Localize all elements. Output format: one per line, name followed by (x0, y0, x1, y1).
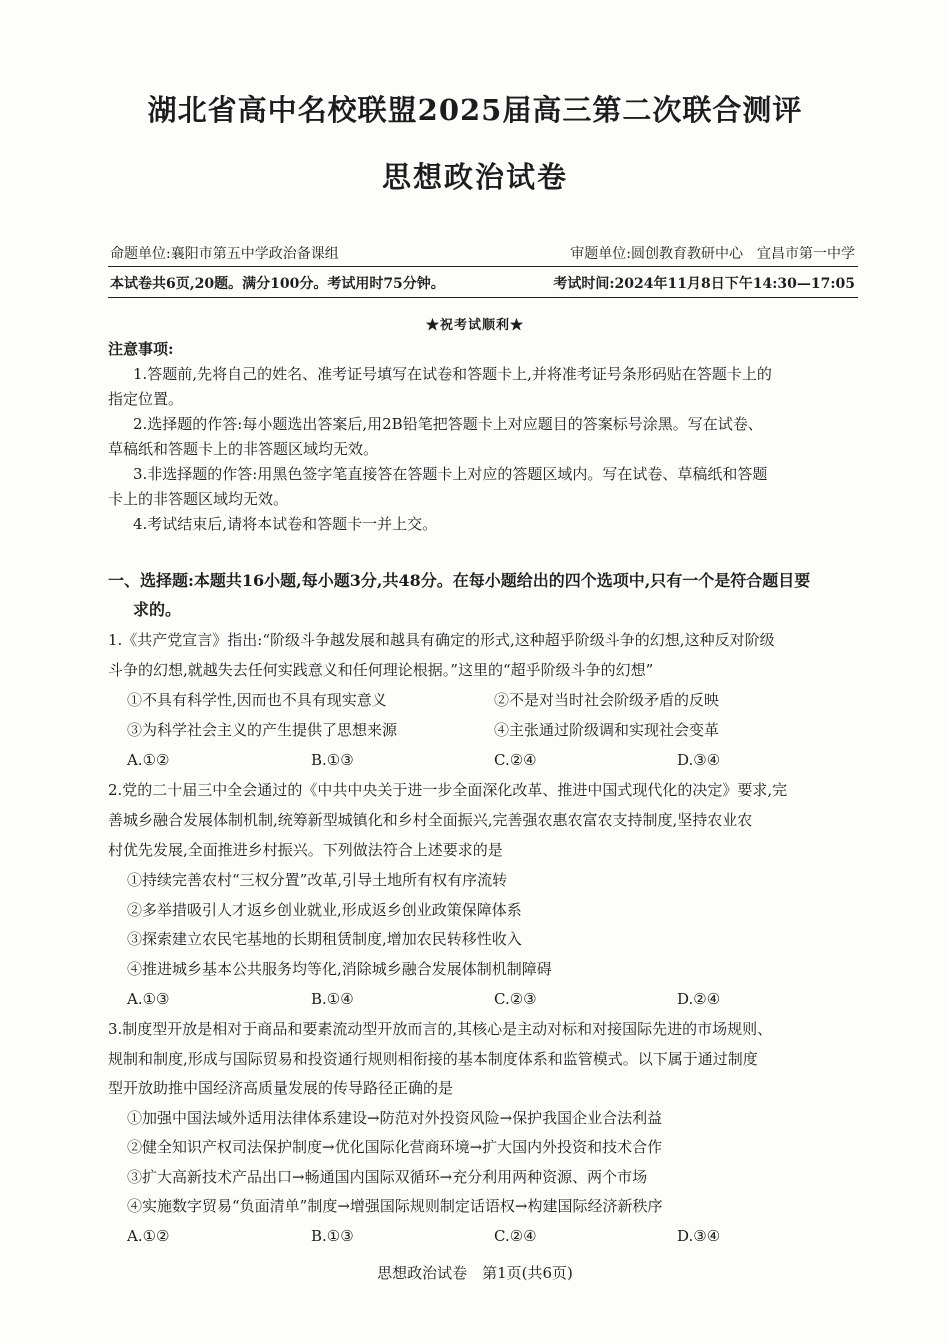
q2-option-c: C.②③ (494, 990, 537, 1008)
q2-statement-3: ③探索建立农民宅基地的长期租赁制度,增加农民转移性收入 (127, 930, 522, 948)
exam-title: 湖北省高中名校联盟2025届高三第二次联合测评 (147, 93, 803, 127)
note-line: 草稿纸和答题卡上的非答题区域均无效。 (108, 440, 379, 458)
exam-time-text: 考试时间:2024年11月8日下午14:30—17:05 (553, 276, 855, 292)
question-1-stem: 斗争的幻想,就越失去任何实践意义和任何理论根据。”这里的“超乎阶级斗争的幻想” (108, 661, 654, 679)
good-luck-banner: ★祝考试顺利★ (425, 318, 524, 333)
section-heading: 一、选择题:本题共16小题,每小题3分,共48分。在每小题给出的四个选项中,只有一个是符合题目要 (108, 571, 811, 590)
q3-statement-1: ①加强中国法域外适用法律体系建设→防范对外投资风险→保护我国企业合法利益 (127, 1109, 663, 1127)
q1-option-c: C.②④ (494, 751, 537, 769)
note-line: 4.考试结束后,请将本试卷和答题卡一并上交。 (133, 515, 438, 533)
question-3-stem: 3.制度型开放是相对于商品和要素流动型开放而言的,其核心是主动对标和对接国际先进的市场规则、 (108, 1020, 773, 1038)
q2-option-b: B.①④ (311, 990, 354, 1008)
note-line: 2.选择题的作答:每小题选出答案后,用2B铅笔把答题卡上对应题目的答案标号涂黑。写在试卷、 (133, 415, 763, 433)
question-2-stem: 村优先发展,全面推进乡村振兴。下列做法符合上述要求的是 (108, 841, 503, 859)
q3-option-c: C.②④ (494, 1227, 537, 1245)
setter-text: 命题单位:襄阳市第五中学政治备课组 (110, 246, 339, 262)
q3-statement-2: ②健全知识产权司法保护制度→优化国际化营商环境→扩大国内外投资和技术合作 (127, 1138, 663, 1156)
q1-statement-1: ①不具有科学性,因而也不具有现实意义 (127, 691, 387, 709)
q1-statement-2: ②不是对当时社会阶级矛盾的反映 (494, 691, 720, 709)
reviewer-text: 审题单位:圆创教育教研中心 宜昌市第一中学 (570, 246, 855, 262)
q1-option-d: D.③④ (677, 751, 721, 769)
note-line: 1.答题前,先将自己的姓名、准考证号填写在试卷和答题卡上,并将准考证号条形码贴在答题卡上的 (133, 365, 772, 383)
q2-statement-2: ②多举措吸引人才返乡创业就业,形成返乡创业政策保障体系 (127, 901, 522, 919)
question-1-stem: 1.《共产党宣言》指出:“阶级斗争越发展和越具有确定的形式,这种超乎阶级斗争的幻想,这种反对阶级 (108, 631, 775, 649)
q1-option-a: A.①② (127, 751, 170, 769)
notes-heading: 注意事项: (108, 340, 174, 358)
note-line: 指定位置。 (108, 390, 184, 408)
question-2-stem: 2.党的二十届三中全会通过的《中共中央关于进一步全面深化改革、推进中国式现代化的决定》要求,完 (108, 781, 788, 799)
q2-statement-1: ①持续完善农村“三权分置”改革,引导土地所有权有序流转 (127, 871, 508, 889)
q2-option-d: D.②④ (677, 990, 721, 1008)
divider-line (108, 266, 858, 267)
q1-statement-3: ③为科学社会主义的产生提供了思想来源 (127, 721, 398, 739)
q3-option-d: D.③④ (677, 1227, 721, 1245)
q2-statement-4: ④推进城乡基本公共服务均等化,消除城乡融合发展体制机制障碍 (127, 960, 552, 978)
subject-title: 思想政治试卷 (381, 160, 568, 194)
exam-info-text: 本试卷共6页,20题。满分100分。考试用时75分钟。 (110, 276, 445, 292)
note-line: 3.非选择题的作答:用黑色签字笔直接答在答题卡上对应的答题区域内。写在试卷、草稿纸和答题 (133, 465, 768, 483)
page-footer: 思想政治试卷 第1页(共6页) (377, 1264, 573, 1282)
question-3-stem: 规制和制度,形成与国际贸易和投资通行规则相衔接的基本制度体系和监管模式。以下属于通过制度 (108, 1050, 758, 1068)
question-3-stem: 型开放助推中国经济高质量发展的传导路径正确的是 (108, 1079, 454, 1097)
q3-option-a: A.①② (127, 1227, 170, 1245)
divider-line (108, 297, 858, 298)
question-2-stem: 善城乡融合发展体制机制,统筹新型城镇化和乡村全面振兴,完善强农惠农富农支持制度,坚持农业农 (108, 811, 753, 829)
section-heading-cont: 求的。 (133, 600, 182, 619)
q3-option-b: B.①③ (311, 1227, 354, 1245)
note-line: 卡上的非答题区域均无效。 (108, 490, 289, 508)
q3-statement-3: ③扩大高新技术产品出口→畅通国内国际双循环→充分利用两种资源、两个市场 (127, 1168, 648, 1186)
q1-option-b: B.①③ (311, 751, 354, 769)
q3-statement-4: ④实施数字贸易“负面清单”制度→增强国际规则制定话语权→构建国际经济新秩序 (127, 1197, 663, 1215)
q1-statement-4: ④主张通过阶级调和实现社会变革 (494, 721, 720, 739)
q2-option-a: A.①③ (127, 990, 170, 1008)
